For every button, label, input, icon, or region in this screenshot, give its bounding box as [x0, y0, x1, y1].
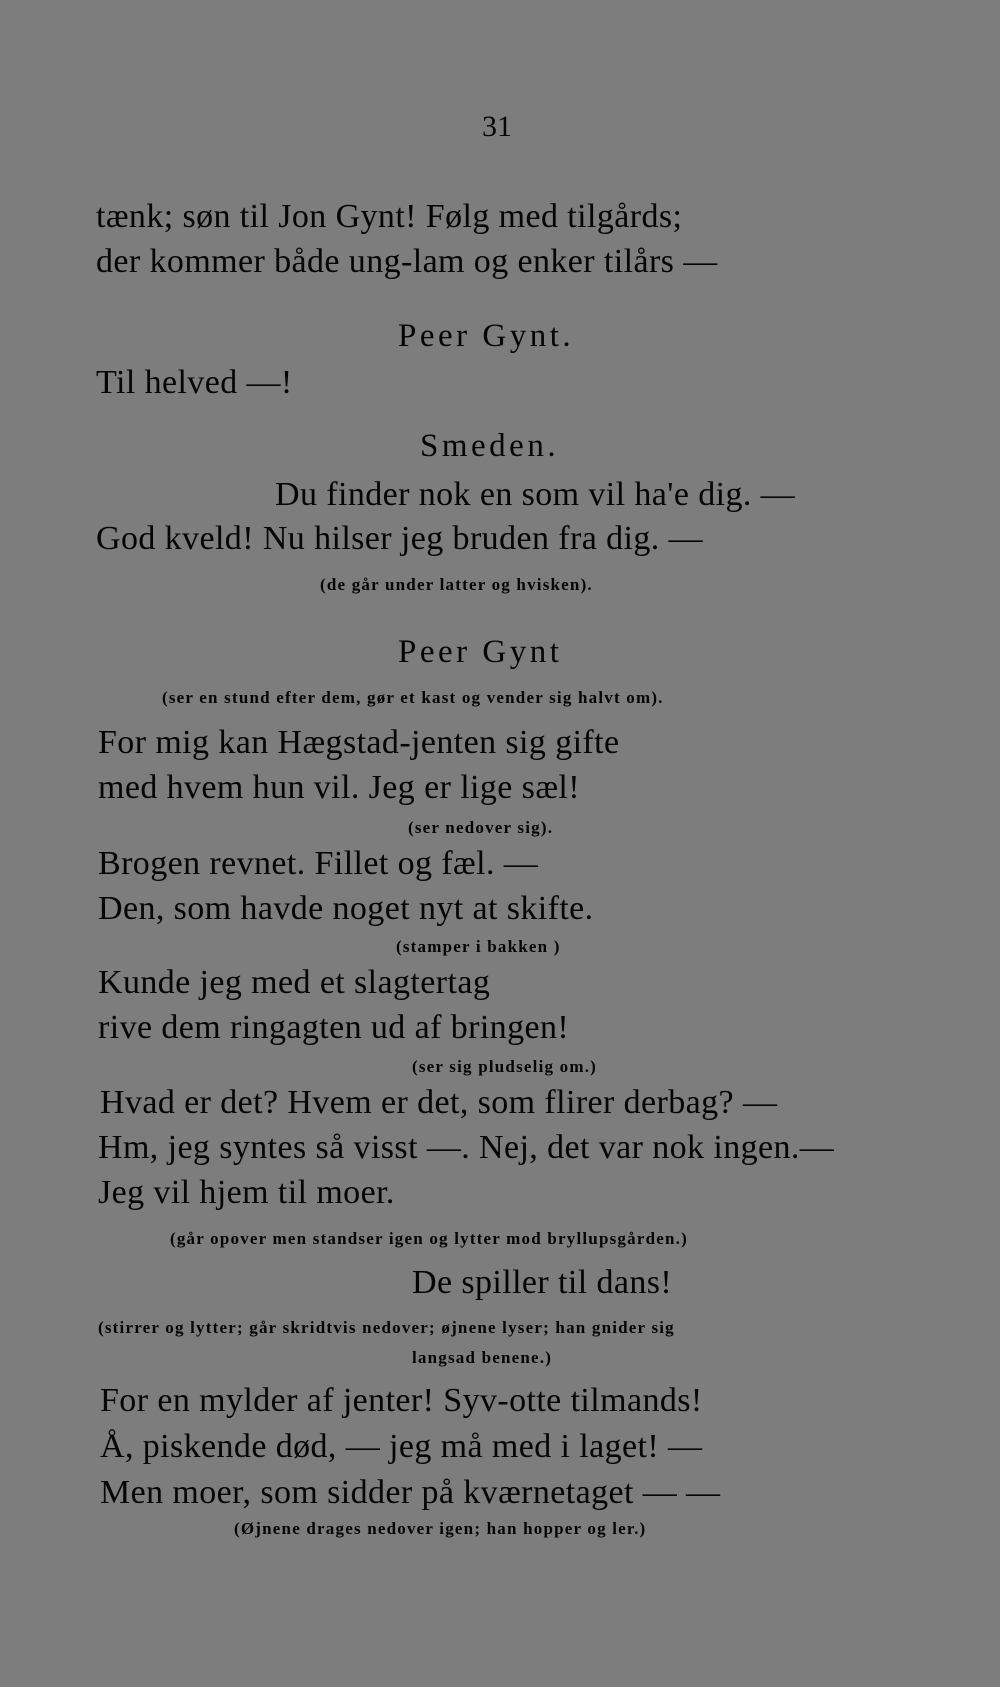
- verse-line: Å, piskende død, — jeg må med i laget! —: [100, 1428, 703, 1465]
- verse-line: Jeg vil hjem til moer.: [98, 1174, 395, 1211]
- stage-direction: langsad benene.): [412, 1348, 553, 1367]
- verse-line: Kunde jeg med et slagtertag: [98, 964, 491, 1001]
- verse-line: Til helved —!: [96, 364, 293, 401]
- verse-line: Brogen revnet. Fillet og fæl. —: [98, 845, 539, 882]
- verse-line: med hvem hun vil. Jeg er lige sæl!: [98, 769, 580, 806]
- stage-direction: (ser sig pludselig om.): [412, 1057, 598, 1076]
- verse-line: Du finder nok en som vil ha'e dig. —: [275, 476, 796, 513]
- verse-line: Hm, jeg syntes så visst —. Nej, det var nok ingen.—: [98, 1129, 835, 1166]
- stage-direction: (Øjnene drages nedover igen; han hopper og ler.): [234, 1519, 647, 1538]
- verse-line: Men moer, som sidder på kværnetaget — —: [100, 1474, 721, 1511]
- verse-line: Hvad er det? Hvem er det, som flirer derbag? —: [100, 1084, 778, 1121]
- stage-direction: (går opover men standser igen og lytter mod bryllupsgården.): [170, 1229, 688, 1248]
- verse-line: De spiller til dans!: [412, 1264, 673, 1301]
- stage-direction: (ser en stund efter dem, gør et kast og vender sig halvt om).: [162, 688, 664, 707]
- speaker-name: Peer Gynt.: [398, 318, 575, 354]
- verse-line: For mig kan Hægstad-jenten sig gifte: [98, 724, 620, 761]
- stage-direction: (stamper i bakken ): [396, 937, 561, 956]
- verse-line: God kveld! Nu hilser jeg bruden fra dig. —: [96, 520, 703, 557]
- verse-line: tænk; søn til Jon Gynt! Følg med tilgårds;: [96, 198, 683, 235]
- verse-line: der kommer både ung-lam og enker tilårs —: [96, 243, 718, 280]
- speaker-name: Peer Gynt: [398, 634, 563, 670]
- speaker-name: Smeden.: [420, 428, 560, 464]
- stage-direction: (stirrer og lytter; går skridtvis nedover; øjnene lyser; han gnider sig: [98, 1318, 675, 1337]
- stage-direction: (ser nedover sig).: [408, 818, 554, 837]
- stage-direction: (de går under latter og hvisken).: [320, 575, 593, 594]
- page-number: 31: [482, 110, 512, 143]
- verse-line: rive dem ringagten ud af bringen!: [98, 1009, 570, 1046]
- verse-line: For en mylder af jenter! Syv-otte tilmands!: [100, 1382, 703, 1419]
- verse-line: Den, som havde noget nyt at skifte.: [98, 890, 594, 927]
